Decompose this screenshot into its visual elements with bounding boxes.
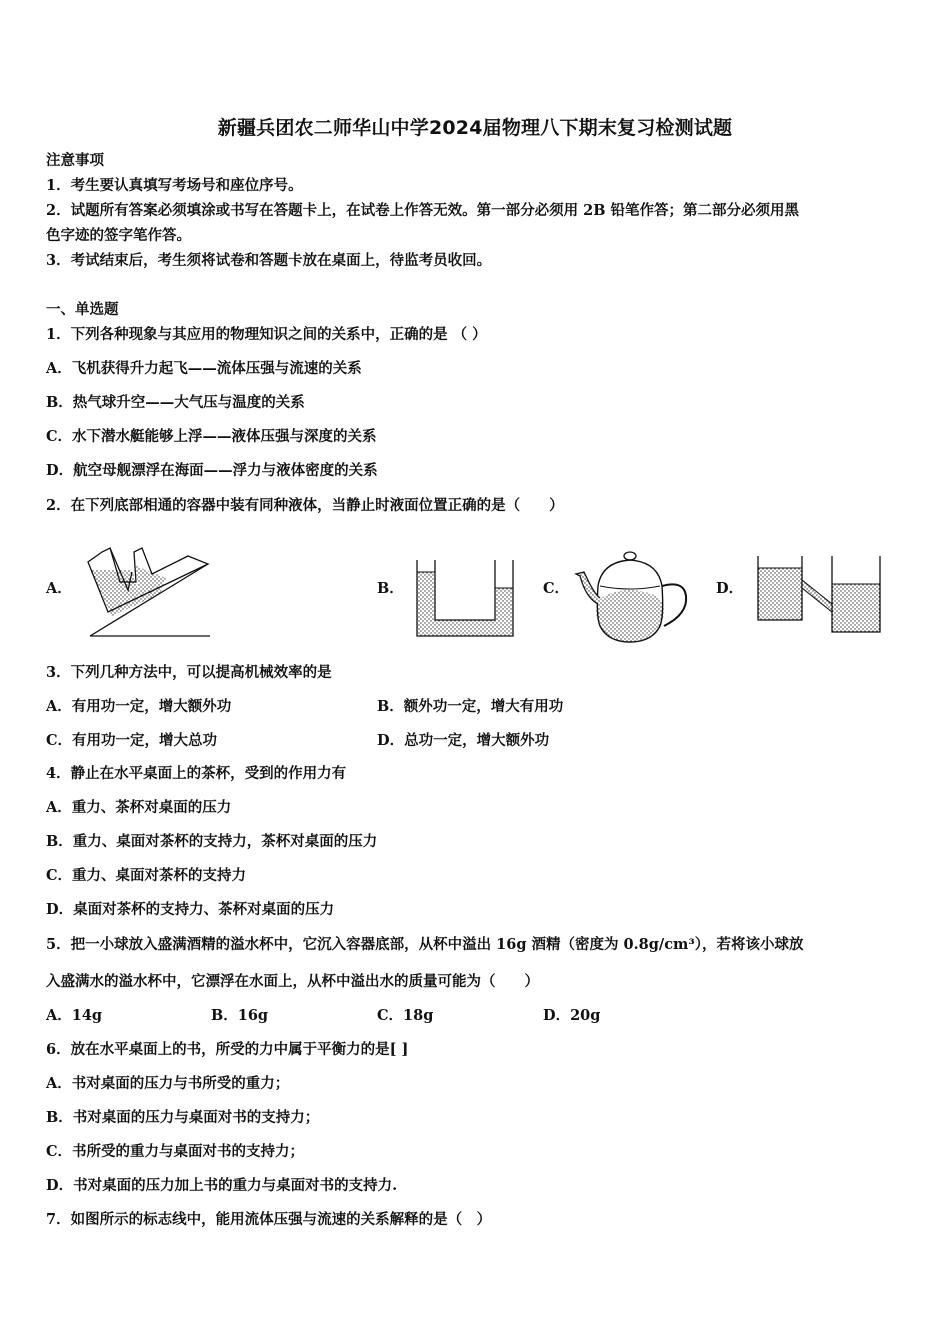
q6-option-b: B．书对桌面的压力与桌面对书的支持力； <box>46 1109 320 1126</box>
q5-option-b: B．16g <box>211 1007 269 1024</box>
figure-c-teapot <box>572 546 694 646</box>
question-3-stem: 3．下列几种方法中，可以提高机械效率的是 <box>46 664 332 681</box>
question-1-stem: 1．下列各种现象与其应用的物理知识之间的关系中，正确的是 （ ） <box>46 326 487 343</box>
q1-option-d: D．航空母舰漂浮在海面——浮力与液体密度的关系 <box>46 462 378 479</box>
q4-option-d: D．桌面对茶杯的支持力、茶杯对桌面的压力 <box>46 901 335 918</box>
q3-option-a: A．有用功一定，增大额外功 <box>46 698 232 715</box>
notice-item: 1．考生要认真填写考场号和座位序号。 <box>46 177 303 194</box>
q3-option-d: D．总功一定，增大额外功 <box>377 732 550 749</box>
notice-item: 色字迹的签字笔作答。 <box>46 227 191 244</box>
q2-label-a: A． <box>46 580 72 597</box>
q6-option-c: C．书所受的重力与桌面对书的支持力； <box>46 1143 305 1160</box>
notice-item: 3．考试结束后，考生须将试卷和答题卡放在桌面上，待监考员收回。 <box>46 252 492 269</box>
section-heading: 一、单选题 <box>46 301 119 318</box>
q1-option-c: C．水下潜水艇能够上浮——液体压强与深度的关系 <box>46 428 377 445</box>
q3-option-b: B．额外功一定，增大有用功 <box>377 698 564 715</box>
notice-heading: 注意事项 <box>46 152 104 169</box>
page-title: 新疆兵团农二师华山中学2024届物理八下期末复习检测试题 <box>217 117 733 139</box>
q6-option-d: D．书对桌面的压力加上书的重力与桌面对书的支持力. <box>46 1177 398 1194</box>
q5-option-c: C．18g <box>377 1007 434 1024</box>
q1-option-a: A．飞机获得升力起飞——流体压强与流速的关系 <box>46 360 362 377</box>
figure-a-slanted-vessel <box>80 534 220 640</box>
notice-item: 2．试题所有答案必须填涂或书写在答题卡上，在试卷上作答无效。第一部分必须用 2B 铅笔作答；第二部分必须用黑 <box>46 202 800 219</box>
q5-option-a: A．14g <box>46 1007 103 1024</box>
question-2-stem: 2．在下列底部相通的容器中装有同种液体，当静止时液面位置正确的是（ ） <box>46 497 564 514</box>
question-4-stem: 4．静止在水平桌面上的茶杯，受到的作用力有 <box>46 765 347 782</box>
figure-d-connected-containers <box>752 554 886 636</box>
q1-option-b: B．热气球升空——大气压与温度的关系 <box>46 394 305 411</box>
q3-option-c: C．有用功一定，增大总功 <box>46 732 218 749</box>
q2-label-d: D． <box>716 580 744 597</box>
q2-label-b: B． <box>377 580 404 597</box>
question-6-stem: 6．放在水平桌面上的书，所受的力中属于平衡力的是[ ] <box>46 1041 409 1058</box>
q2-label-c: C． <box>543 580 570 597</box>
q6-option-a: A．书对桌面的压力与书所受的重力； <box>46 1075 290 1092</box>
q4-option-c: C．重力、桌面对茶杯的支持力 <box>46 867 247 884</box>
q4-option-b: B．重力、桌面对茶杯的支持力，茶杯对桌面的压力 <box>46 833 378 850</box>
question-5-stem-line2: 入盛满水的溢水杯中，它漂浮在水面上，从杯中溢出水的质量可能为（ ） <box>46 973 539 990</box>
question-7-stem: 7．如图所示的标志线中，能用流体压强与流速的关系解释的是（ ） <box>46 1211 492 1228</box>
figure-b-u-tube <box>412 558 518 642</box>
q5-option-d: D．20g <box>543 1007 601 1024</box>
question-5-stem-line1: 5．把一小球放入盛满酒精的溢水杯中，它沉入容器底部，从杯中溢出 16g 酒精（密度为 0.8g/cm³），若将该小球放 <box>46 936 804 953</box>
q4-option-a: A．重力、茶杯对桌面的压力 <box>46 799 232 816</box>
